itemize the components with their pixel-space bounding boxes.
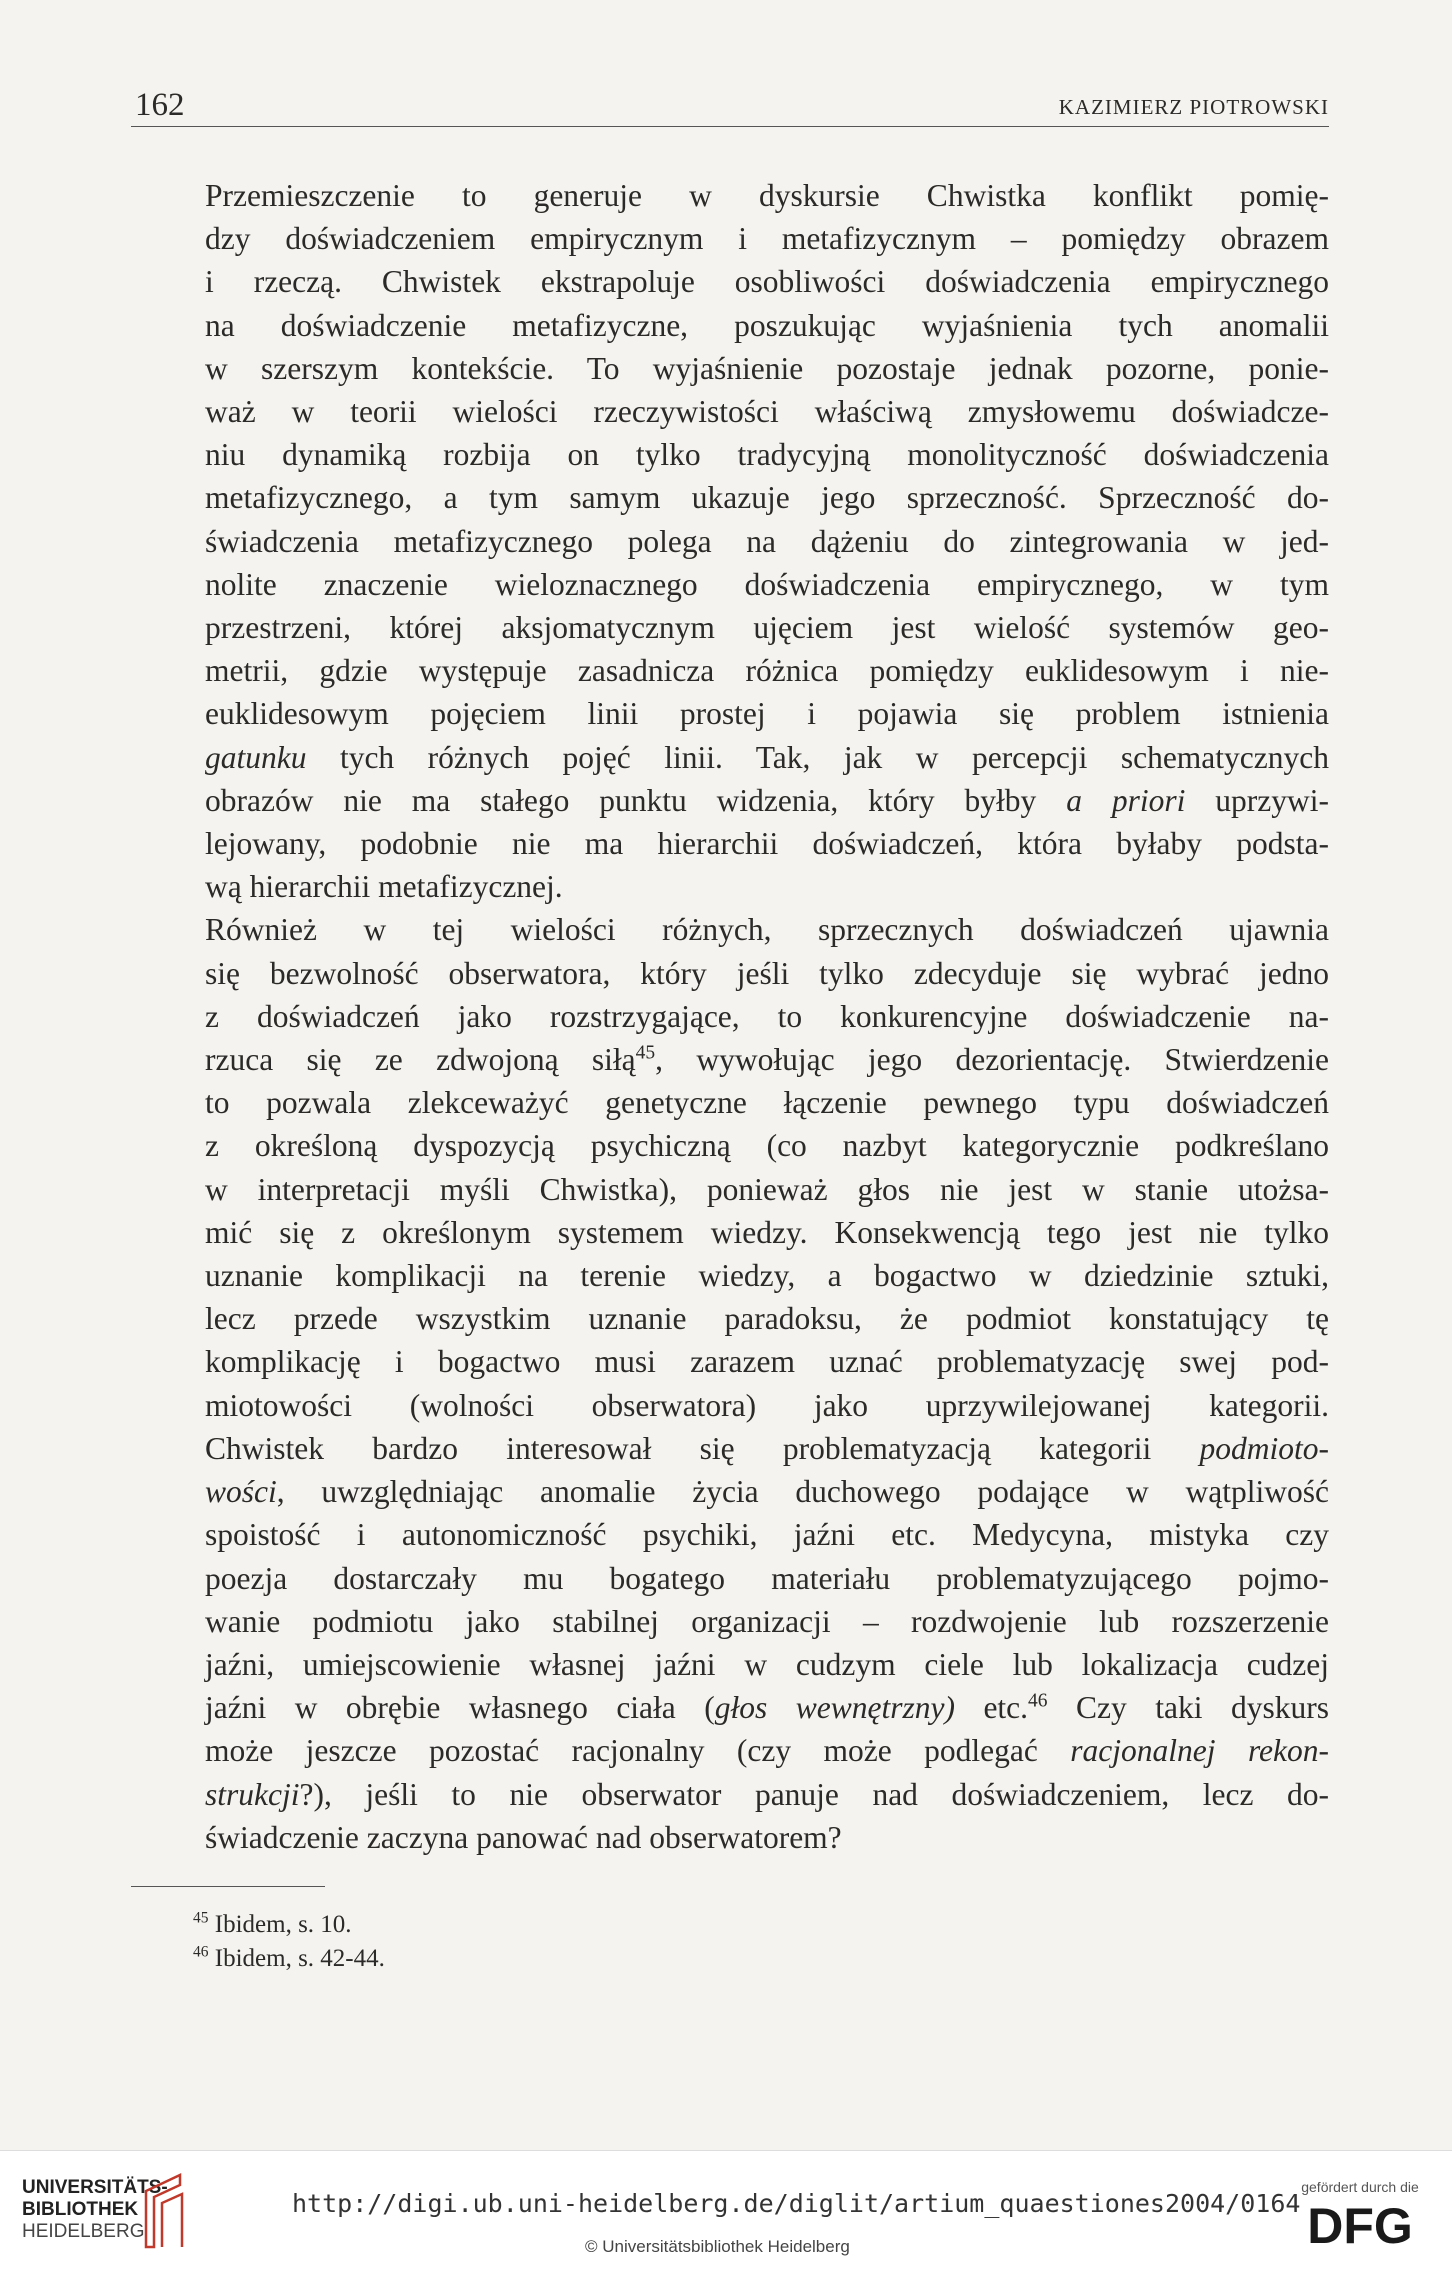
text-line: poezja dostarczały mu bogatego materiału problematyzującego pojmo- [205,1560,1329,1596]
footnote-text: Ibidem, s. 10. [208,1911,352,1938]
body-text [131,174,1329,1859]
text-line: w interpretacji myśli Chwistka), ponieważ głos nie jest w stanie utożsa- [205,1171,1329,1207]
text-line: dzy doświadczeniem empirycznym i metafizycznym – pomiędzy obrazem [205,221,1329,257]
footnote-ref[interactable]: 45 [635,1042,656,1064]
footnote-ref[interactable]: 46 [1028,1690,1048,1712]
logo-line-1: UNIVERSITÄTS- [22,2177,168,2198]
italic-text: głos wewnętrzny) [714,1690,955,1726]
text-line [131,1773,1329,1816]
text-line: to pozwala zlekceważyć genetyczne łączenie pewnego typu doświadczeń [205,1085,1329,1121]
text-line: metrii, gdzie występuje zasadnicza różnica pomiędzy euklidesowym i nie- [205,653,1329,689]
text-line [131,1427,1329,1470]
text-line: z doświadczeń jako rozstrzygające, to konkurencyjne doświadczenie na- [205,998,1329,1034]
text-line: świadczenie zaczyna panować nad obserwatorem? [205,1819,842,1855]
text-line: Również w tej wielości różnych, sprzecznych doświadczeń ujawnia [205,912,1329,948]
text-segment: tych różnych pojęć linii. Tak, jak w percepcji schematycznych [306,739,1329,775]
text-line: przestrzeni, której aksjomatycznym ujęciem jest wielość systemów geo- [205,610,1329,646]
text-segment: jaźni w obrębie własnego ciała ( [205,1690,715,1726]
italic-text: a priori [1066,782,1186,818]
dfg-logo-icon [1290,2197,1430,2249]
footnote-rule [131,1886,325,1887]
text-segment: , uwzględniając anomalie życia duchowego podające w wątpliwość [276,1474,1329,1510]
source-url-link[interactable]: http://digi.ub.uni-heidelberg.de/diglit/artium_quaestiones2004/0164 [292,2189,1301,2218]
text-line: z określoną dyspozycją psychiczną (co nazbyt kategorycznie podkreślano [205,1128,1329,1164]
running-head: KAZIMIERZ PIOTROWSKI [1058,95,1329,119]
text-line: Przemieszczenie to generuje w dyskursie Chwistka konflikt pomię- [205,178,1329,213]
paragraph [131,908,1329,1858]
italic-text: racjonalnej rekon- [1070,1733,1329,1769]
text-segment: uprzywi- [1185,782,1329,818]
text-line: mić się z określonym systemem wiedzy. Konsekwencją tego jest nie tylko [205,1214,1329,1250]
text-line: wą hierarchii metafizycznej. [205,869,563,905]
text-segment: Czy taki dyskurs [1047,1690,1329,1726]
page-header [131,86,1329,127]
paragraph [131,174,1329,908]
footnote [193,1942,385,1976]
dfg-caption: gefördert durch die [1301,2179,1419,2195]
text-line: nolite znaczenie wieloznacznego doświadczenia empirycznego, w tym [205,566,1329,602]
text-line: miotowości (wolności obserwatora) jako uprzywilejowanej kategorii. [205,1387,1329,1423]
footnotes [193,1908,385,1976]
italic-text: podmioto- [1199,1430,1329,1466]
text-line [131,1470,1329,1513]
text-line [131,1686,1329,1729]
text-segment: etc. [954,1690,1029,1726]
library-mark-icon [140,2169,188,2249]
svg-text:DFG: DFG [1307,2198,1413,2249]
text-line: uznanie komplikacji na terenie wiedzy, a bogactwo w dziedzinie sztuki, [205,1258,1329,1294]
text-line: euklidesowym pojęciem linii prostej i pojawia się problem istnienia [205,696,1329,732]
page-number: 162 [135,87,185,123]
text-line: na doświadczenie metafizyczne, poszukując wyjaśnienia tych anomalii [205,307,1329,343]
digitization-footer [0,2150,1452,2271]
italic-text: wości [205,1474,277,1510]
text-line: świadczenia metafizycznego polega na dążeniu do zintegrowania w jed- [205,523,1329,559]
italic-text: strukcji [205,1776,300,1812]
text-line: komplikację i bogactwo musi zarazem uznać problematyzację swej pod- [205,1344,1329,1380]
logo-line-3: HEIDELBERG [22,2221,145,2242]
dfg-funding-badge[interactable] [1290,2179,1430,2249]
logo-line-2: BIBLIOTHEK [22,2199,139,2220]
text-line: się bezwolność obserwatora, który jeśli tylko zdecyduje się wybrać jedno [205,955,1329,991]
copyright-text: © Universitätsbibliothek Heidelberg [585,2237,850,2256]
footnote-number: 46 [193,1943,209,1961]
text-segment: może jeszcze pozostać racjonalny (czy może podlegać [205,1733,1071,1769]
text-line: lejowany, podobnie nie ma hierarchii doświadczeń, która byłaby podsta- [205,826,1329,862]
text-segment: Chwistek bardzo interesował się problematyzacją kategorii [205,1430,1200,1466]
text-segment: rzuca się ze zdwojoną siłą [205,1042,636,1078]
text-segment: obrazów nie ma stałego punktu widzenia, który byłby [205,782,1067,818]
text-line: niu dynamiką rozbija on tylko tradycyjną monolityczność doświadczenia [205,437,1329,473]
text-line: wanie podmiotu jako stabilnej organizacji – rozdwojenie lub rozszerzenie [205,1603,1329,1639]
footnote-number: 45 [193,1909,209,1927]
text-line: waż w teorii wielości rzeczywistości właściwą zmysłowemu doświadcze- [205,394,1329,430]
text-segment: , wywołując jego dezorientację. Stwierdzenie [655,1042,1329,1078]
text-line [131,1038,1329,1081]
footnote [193,1908,385,1942]
text-line: jaźni, umiejscowienie własnej jaźni w cudzym ciele lub lokalizacja cudzej [205,1646,1329,1682]
text-line: i rzeczą. Chwistek ekstrapoluje osobliwości doświadczenia empirycznego [205,264,1329,300]
text-line: spoistość i autonomiczność psychiki, jaźni etc. Medycyna, mistyka czy [205,1517,1329,1553]
italic-text: gatunku [205,739,307,775]
text-segment: ?), jeśli to nie obserwator panuje nad doświadczeniem, lecz do- [299,1776,1329,1812]
text-line: w szerszym kontekście. To wyjaśnienie pozostaje jednak pozorne, ponie- [205,350,1329,386]
text-line [131,779,1329,822]
footnote-text: Ibidem, s. 42-44. [208,1945,385,1972]
text-line: metafizycznego, a tym samym ukazuje jego sprzeczność. Sprzeczność do- [205,480,1329,516]
text-line [131,736,1329,779]
text-line: lecz przede wszystkim uznanie paradoksu, że podmiot konstatujący tę [205,1301,1329,1337]
text-line [131,1729,1329,1772]
